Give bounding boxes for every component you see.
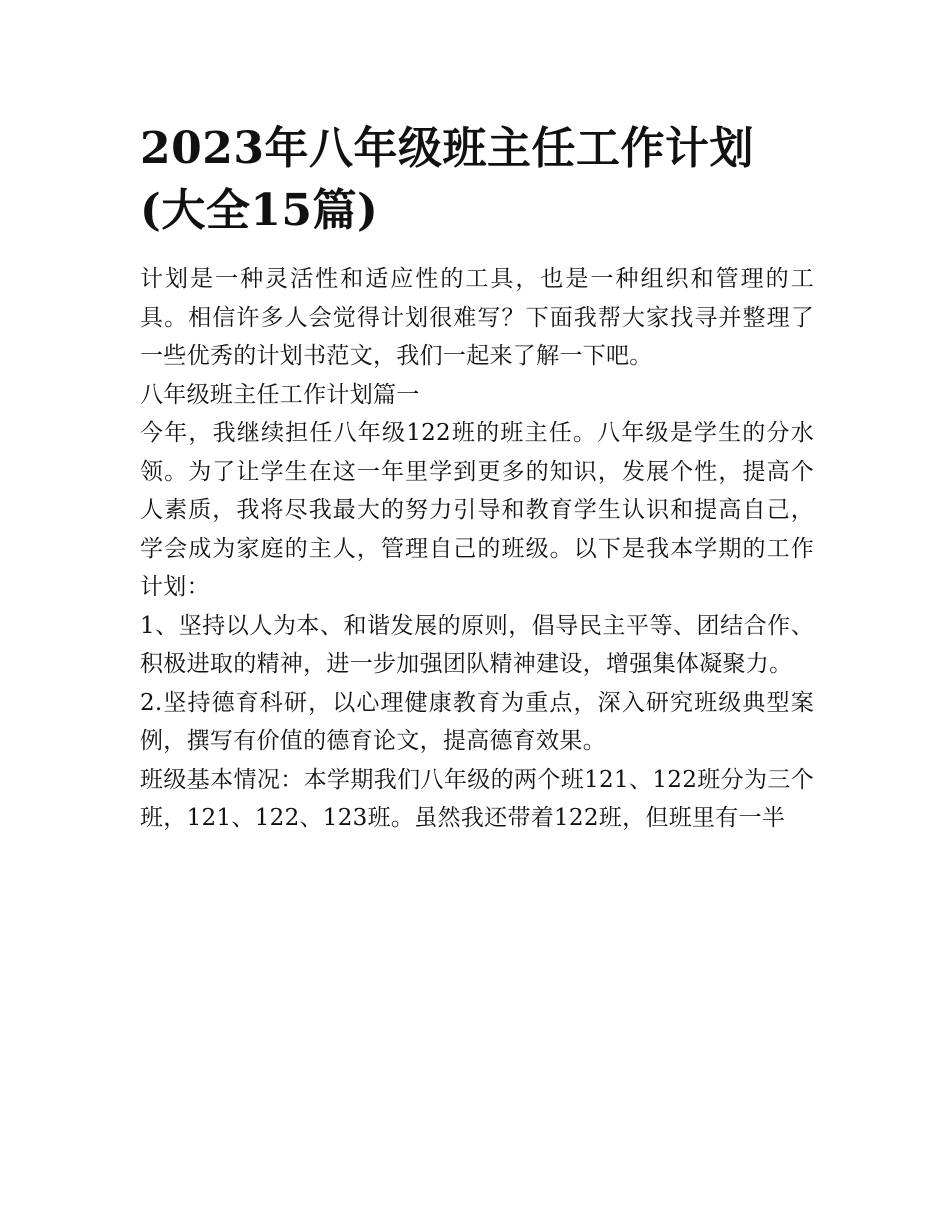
section-heading: 八年级班主任工作计划篇一 [140, 381, 420, 408]
intro-paragraph: 计划是一种灵活性和适应性的工具，也是一种组织和管理的工具。相信许多人会觉得计划很难写？下面我帮大家找寻并整理了一些优秀的计划书范文，我们一起来了解一下吧。 [140, 266, 814, 369]
document-body [140, 118, 814, 838]
plan-item-2: 2.坚持德育科研，以心理健康教育为重点，深入研究班级典型案例，撰写有价值的德育论文，提高德育效果。 [140, 689, 814, 754]
class-situation-paragraph: 班级基本情况：本学期我们八年级的两个班121、122班分为三个班，121、122、123班。虽然我还带着122班，但班里有一半 [140, 766, 814, 831]
body-paragraph: 今年，我继续担任八年级122班的班主任。八年级是学生的分水领。为了让学生在这一年里学到更多的知识，发展个性，提高个人素质，我将尽我最大的努力引导和教育学生认识和提高自己，学会成为家庭的主人，管理自己的班级。以下是我本学期的工作计划： [140, 420, 814, 600]
plan-item-1: 1、坚持以人为本、和谐发展的原则，倡导民主平等、团结合作、积极进取的精神，进一步加强团队精神建设，增强集体凝聚力。 [140, 612, 814, 677]
document-title: 2023年八年级班主任工作计划(大全15篇) [140, 123, 754, 236]
